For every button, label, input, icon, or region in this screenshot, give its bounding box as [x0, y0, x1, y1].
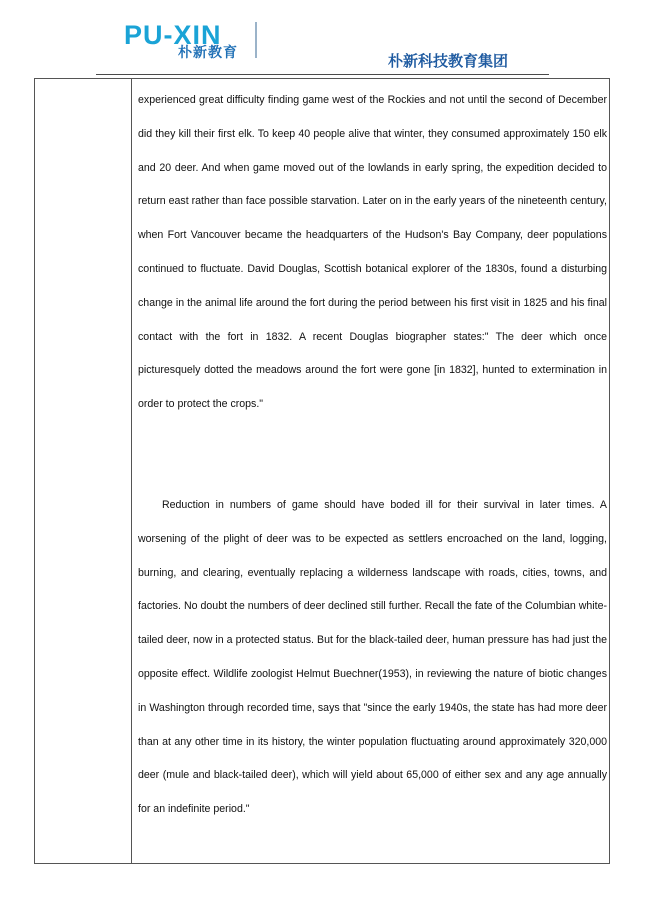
logo-divider	[255, 22, 257, 58]
logo-subtext: 朴新教育	[178, 45, 238, 61]
logo-text: PU-XIN	[124, 20, 222, 50]
paragraph-1: experienced great difficulty finding game west of the Rockies and not until the second of December did they kill their first elk. To keep 40 people alive that winter, they consumed approximately 150 elk and 20 deer. And when game moved out of the lowlands in early spring, the expedition decided to return east rather than face possible starvation. Later on in the early years of the nineteenth century, when Fort Vancouver became the headquarters of the Hudson's Bay Company, deer populations continued to fluctuate. David Douglas, Scottish botanical explorer of the 1830s, found a disturbing change in the animal life around the fort during the period between his first visit in 1825 and his final contact with the fort in 1832. A recent Douglas biographer states:" The deer which once picturesquely dotted the meadows around the fort were gone [in 1832], hunted to extermination in order to protect the crops."	[138, 94, 607, 411]
table-left-column	[35, 79, 132, 863]
paragraph-2: Reduction in numbers of game should have boded ill for their survival in later times. A worsening of the plight of deer was to be expected as settlers encroached on the land, logging, burning, and clearing, eventually replacing a wilderness landscape with roads, cities, towns, and factories. No doubt the numbers of deer declined still further. Recall the fate of the Columbian white-tailed deer, now in a protected status. But for the black-tailed deer, human pressure has had just the opposite effect. Wildlife zoologist Helmut Buechner(1953), in reviewing the nature of biotic changes in Washington through recorded time, says that "since the early 1940s, the state has had more deer than at any other time in its history, the winter population fluctuating around approximately 320,000 deer (mule and black-tailed deer), which will yield about 65,000 of either sex and any age annually for an indefinite period."	[138, 499, 607, 816]
content-table	[34, 78, 610, 864]
group-name: 朴新科技教育集团	[388, 52, 509, 70]
page-header	[0, 0, 645, 80]
puxin-logo	[124, 20, 254, 62]
header-rule	[96, 74, 549, 75]
